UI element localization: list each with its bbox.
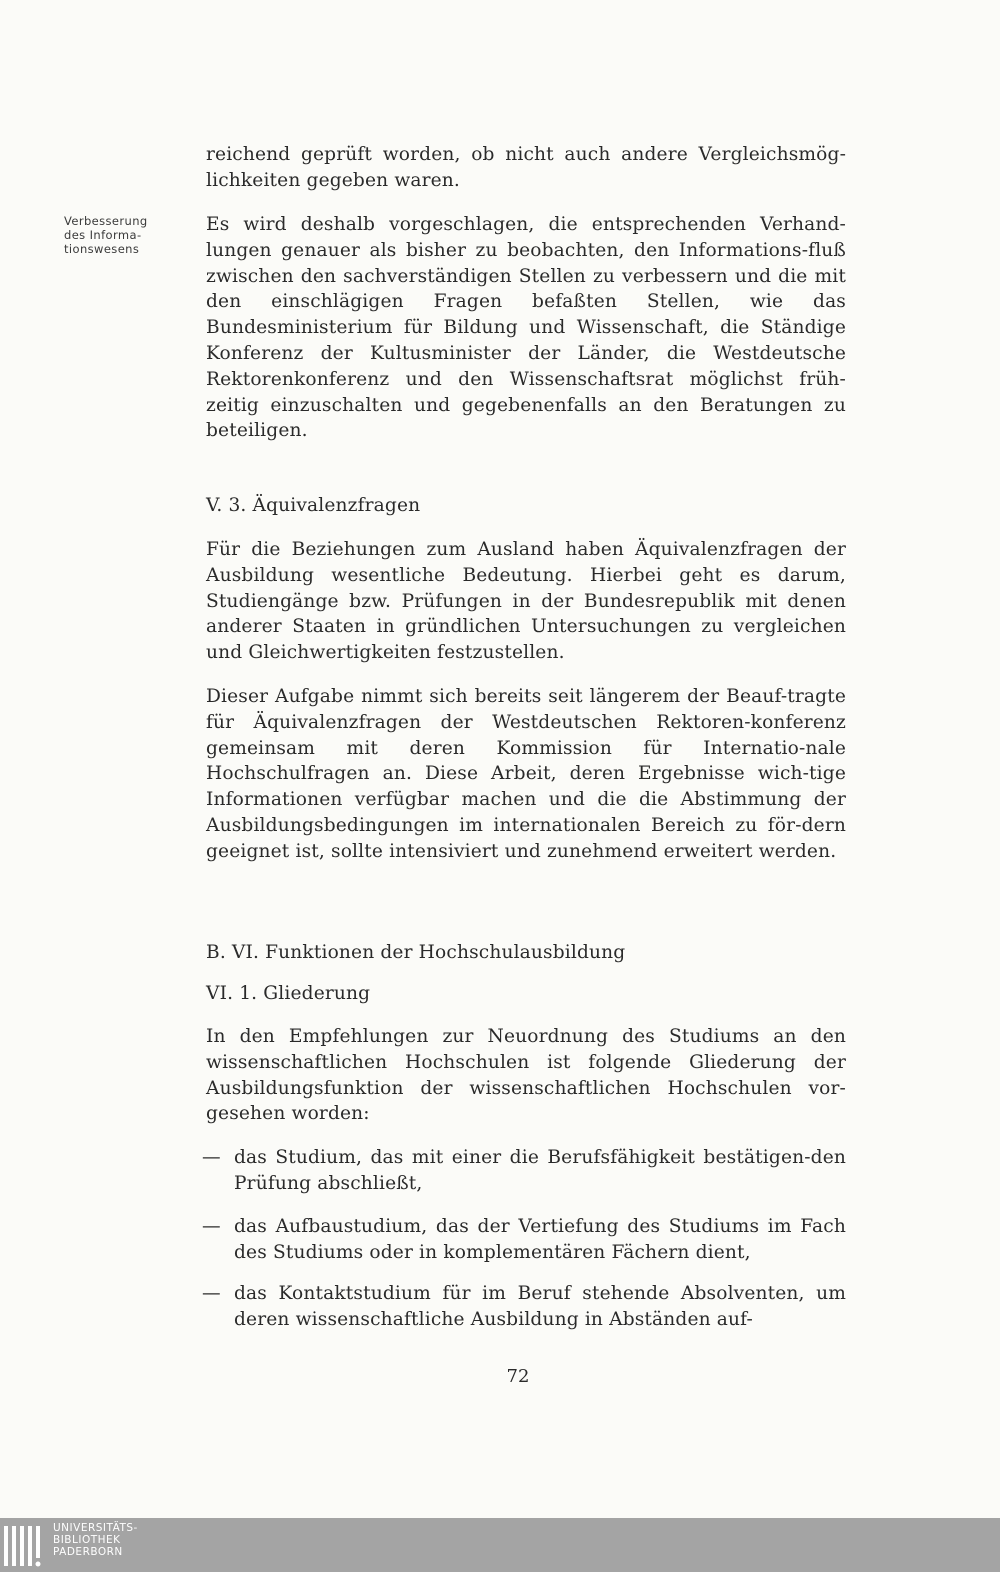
list-item-text: das Aufbaustudium, das der Vertiefung des Studiums im Fach des Studiums oder in komplementären Fächern dient, — [234, 1216, 846, 1263]
section-heading-aequivalenzfragen: V. 3. Äquivalenzfragen — [206, 495, 421, 516]
paragraph-1: reichend geprüft worden, ob nicht auch andere Vergleichsmög-lichkeiten gegeben waren. — [206, 144, 846, 191]
library-logo-line: UNIVERSITÄTS- — [53, 1522, 138, 1534]
library-logo-line: BIBLIOTHEK — [53, 1534, 121, 1546]
list-item — [202, 1145, 846, 1197]
library-logo-icon — [0, 1518, 48, 1572]
page-number: 72 — [506, 1366, 530, 1387]
list-dash: — — [202, 1216, 221, 1237]
paragraph-3: Für die Beziehungen zum Ausland haben Äquivalenzfragen der Ausbildung wesentliche Bedeutung. Hierbei geht es darum, Studiengänge bzw. Prüfungen in der Bundesrepublik mit denen anderer Staaten in gründlichen Untersuchungen zu vergleichen und Gleichwertigkeiten festzustellen. — [206, 539, 846, 664]
library-logo-line: PADERBORN — [53, 1546, 123, 1558]
chapter-heading-funktionen: B. VI. Funktionen der Hochschulausbildung — [206, 942, 626, 963]
list-dash: — — [202, 1283, 221, 1304]
library-footer-bar — [0, 1518, 1000, 1572]
list-item — [202, 1281, 846, 1333]
paragraph-2: Es wird deshalb vorgeschlagen, die entsprechenden Verhand-lungen genauer als bisher zu beobachten, den Informations-fluß zwischen den sachverständigen Stellen zu verbessern und die mit den einschlägigen Fragen befaßten Stellen, wie das Bundesministerium für Bildung und Wissenschaft, die Ständige Konferenz der Kultusminister der Länder, die Westdeutsche Rektorenkonferenz und den Wissenschaftsrat möglichst früh-zeitig einzuschalten und gegebenenfalls an den Beratungen zu beteiligen. — [206, 214, 846, 442]
paragraph-5: In den Empfehlungen zur Neuordnung des Studiums an den wissenschaftlichen Hochschulen ist folgende Gliederung der Ausbildungsfunktion der wissenschaftlichen Hochschulen vor-gesehen worden: — [206, 1026, 846, 1125]
list-dash: — — [202, 1147, 221, 1168]
list-item — [202, 1214, 846, 1266]
section-heading-gliederung: VI. 1. Gliederung — [206, 983, 371, 1004]
list-item-text: das Studium, das mit einer die Berufsfähigkeit bestätigen-den Prüfung abschließt, — [234, 1147, 846, 1194]
list-item-text: das Kontaktstudium für im Beruf stehende Absolventen, um deren wissenschaftliche Ausbildung in Abständen auf- — [234, 1283, 846, 1330]
library-logo-text — [53, 1522, 138, 1558]
margin-note: Verbesserung des Informa- tionswesens — [64, 214, 148, 256]
paragraph-4: Dieser Aufgabe nimmt sich bereits seit längerem der Beauf-tragte für Äquivalenzfragen der Westdeutschen Rektoren-konferenz gemeinsam mit deren Kommission für Internatio-nale Hochschulfragen an. Diese Arbeit, deren Ergebnisse wich-tige Informationen verfügbar machen und die die Abstimmung der Ausbildungsbedingungen im internationalen Bereich zu för-dern geeignet ist, sollte intensiviert und zunehmend erweitert werden. — [206, 686, 846, 862]
